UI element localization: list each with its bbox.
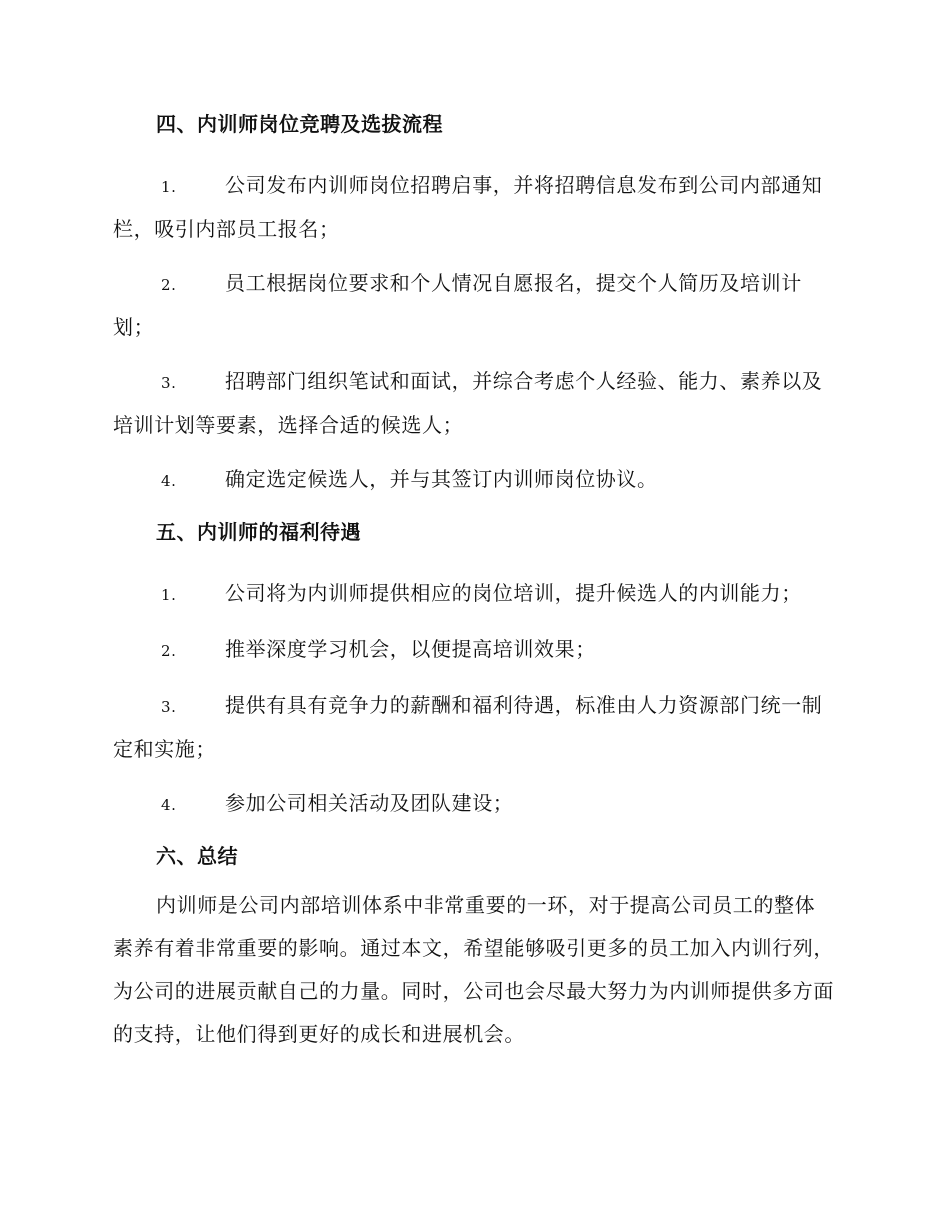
list-number: 2. [161, 276, 177, 294]
list-item [113, 572, 835, 616]
list-text: 参加公司相关活动及团队建设； [225, 791, 514, 815]
list-text: 员工根据岗位要求和个人情况自愿报名，提交个人简历及培训计划； [113, 271, 802, 339]
section-heading-recruitment: 四、内训师岗位竞聘及选拔流程 [156, 112, 443, 136]
list-item [113, 262, 835, 348]
list-number: 3. [161, 698, 177, 716]
list-item [113, 164, 835, 250]
list-item [113, 684, 835, 770]
list-item [113, 782, 835, 826]
list-number: 1. [161, 178, 177, 196]
list-text: 招聘部门组织笔试和面试，并综合考虑个人经验、能力、素养以及培训计划等要素，选择合适的候选人； [113, 369, 823, 437]
list-number: 1. [161, 586, 177, 604]
list-item [113, 628, 835, 672]
list-number: 4. [161, 796, 177, 814]
section-heading-summary: 六、总结 [156, 844, 238, 868]
summary-paragraph: 内训师是公司内部培训体系中非常重要的一环，对于提高公司员工的整体素养有着非常重要的影响。通过本文，希望能够吸引更多的员工加入内训行列，为公司的进展贡献自己的力量。同时，公司也会尽最大努力为内训师提供多方面的支持，让他们得到更好的成长和进展机会。 [113, 893, 834, 1046]
document-body [113, 110, 835, 1056]
list-text: 公司发布内训师岗位招聘启事，并将招聘信息发布到公司内部通知栏，吸引内部员工报名； [113, 173, 823, 241]
list-number: 4. [161, 472, 177, 490]
list-number: 3. [161, 374, 177, 392]
list-text: 确定选定候选人，并与其签订内训师岗位协议。 [225, 467, 658, 491]
list-text: 提供有具有竞争力的薪酬和福利待遇，标准由人力资源部门统一制定和实施； [113, 693, 823, 761]
list-item [113, 458, 835, 502]
list-number: 2. [161, 642, 177, 660]
list-item [113, 360, 835, 446]
list-text: 推举深度学习机会，以便提高培训效果； [225, 637, 596, 661]
section-heading-benefits: 五、内训师的福利待遇 [156, 520, 361, 544]
list-text: 公司将为内训师提供相应的岗位培训，提升候选人的内训能力； [225, 581, 802, 605]
